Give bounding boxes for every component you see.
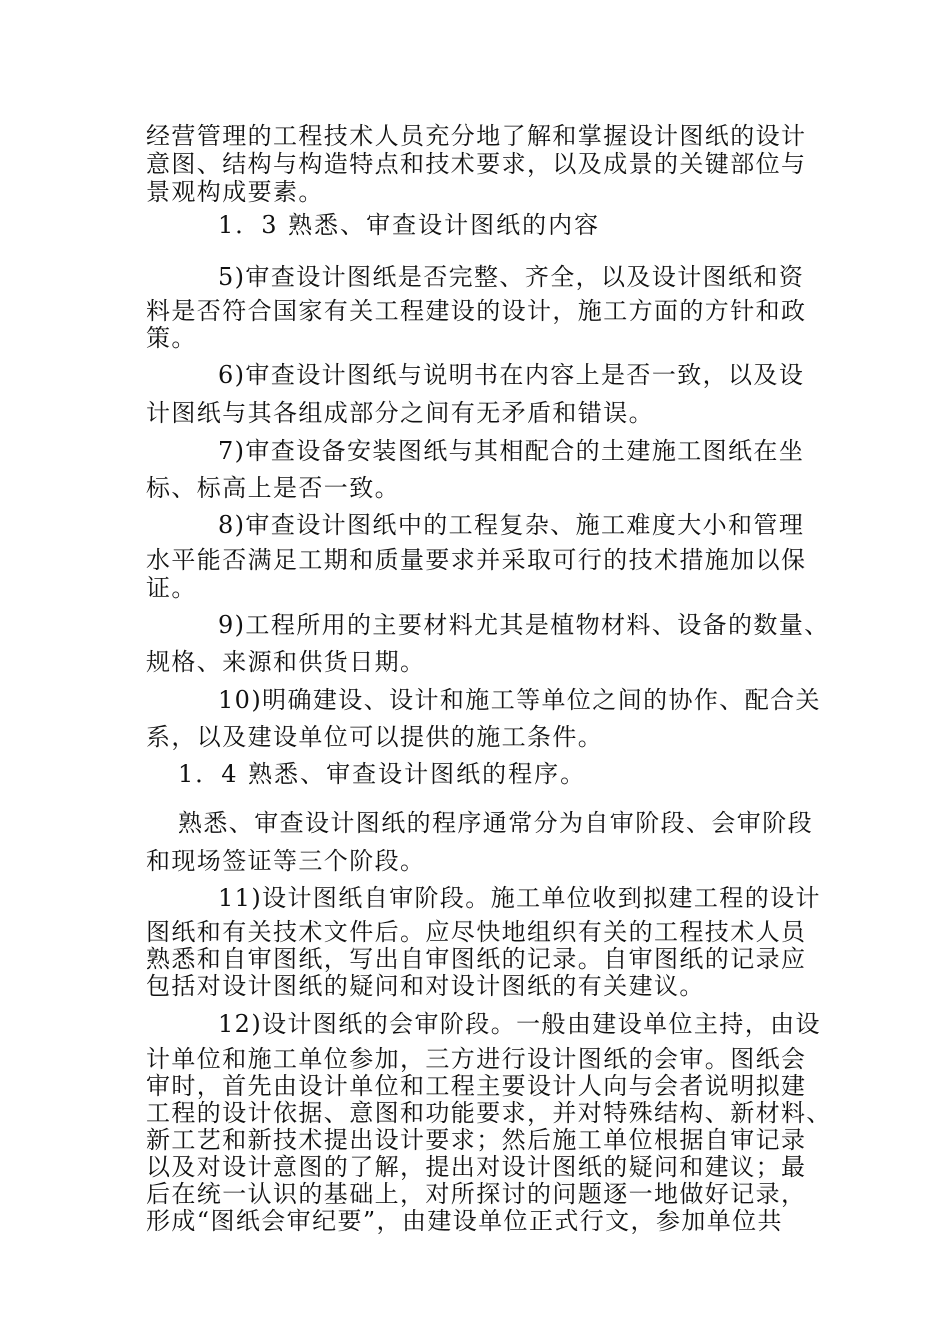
text-line: 后在统一认识的基础上，对所探讨的问题逐一地做好记录， — [146, 1180, 807, 1208]
section-heading: 1．4 熟悉、审查设计图纸的程序。 — [178, 760, 587, 788]
text-line: 系，以及建设单位可以提供的施工条件。 — [146, 723, 604, 751]
text-line: 计单位和施工单位参加，三方进行设计图纸的会审。图纸会 — [146, 1045, 807, 1073]
text-line: 标、标高上是否一致。 — [146, 474, 400, 502]
text-line: 熟悉和自审图纸，写出自审图纸的记录。自审图纸的记录应 — [146, 945, 807, 973]
text-line: 10)明确建设、设计和施工等单位之间的协作、配合关 — [218, 686, 821, 714]
text-line: 和现场签证等三个阶段。 — [146, 847, 426, 875]
section-heading: 1．3 熟悉、审查设计图纸的内容 — [218, 211, 601, 239]
text-line: 规格、来源和供货日期。 — [146, 648, 426, 676]
text-line: 审时，首先由设计单位和工程主要设计人向与会者说明拟建 — [146, 1072, 807, 1100]
text-line: 5)审查设计图纸是否完整、齐全，以及设计图纸和资 — [218, 263, 805, 291]
text-line: 策。 — [146, 324, 197, 352]
text-line: 8)审查设计图纸中的工程复杂、施工难度大小和管理 — [218, 511, 805, 539]
text-line: 意图、结构与构造特点和技术要求，以及成景的关键部位与 — [146, 150, 807, 178]
text-line: 包括对设计图纸的疑问和对设计图纸的有关建议。 — [146, 972, 705, 1000]
text-line: 形成“图纸会审纪要”，由建设单位正式行文，参加单位共 — [146, 1207, 783, 1235]
text-line: 景观构成要素。 — [146, 178, 324, 206]
text-line: 工程的设计依据、意图和功能要求，并对特殊结构、新材料、 — [146, 1099, 832, 1127]
text-line: 图纸和有关技术文件后。应尽快地组织有关的工程技术人员 — [146, 918, 807, 946]
text-line: 12)设计图纸的会审阶段。一般由建设单位主持，由设 — [218, 1010, 821, 1038]
text-line: 经营管理的工程技术人员充分地了解和掌握设计图纸的设计 — [146, 122, 807, 150]
text-line: 7)审查设备安装图纸与其相配合的土建施工图纸在坐 — [218, 437, 805, 465]
text-line: 6)审查设计图纸与说明书在内容上是否一致，以及设 — [218, 361, 805, 389]
text-line: 证。 — [146, 574, 197, 602]
text-line: 以及对设计意图的了解，提出对设计图纸的疑问和建议；最 — [146, 1153, 807, 1181]
text-line: 11)设计图纸自审阶段。施工单位收到拟建工程的设计 — [218, 884, 821, 912]
text-line: 新工艺和新技术提出设计要求；然后施工单位根据自审记录 — [146, 1126, 807, 1154]
text-line: 水平能否满足工期和质量要求并采取可行的技术措施加以保 — [146, 546, 807, 574]
text-line: 料是否符合国家有关工程建设的设计，施工方面的方针和政 — [146, 297, 807, 325]
text-line: 9)工程所用的主要材料尤其是植物材料、设备的数量、 — [218, 611, 830, 639]
text-line: 计图纸与其各组成部分之间有无矛盾和错误。 — [146, 399, 654, 427]
text-line: 熟悉、审查设计图纸的程序通常分为自审阶段、会审阶段 — [178, 809, 813, 837]
